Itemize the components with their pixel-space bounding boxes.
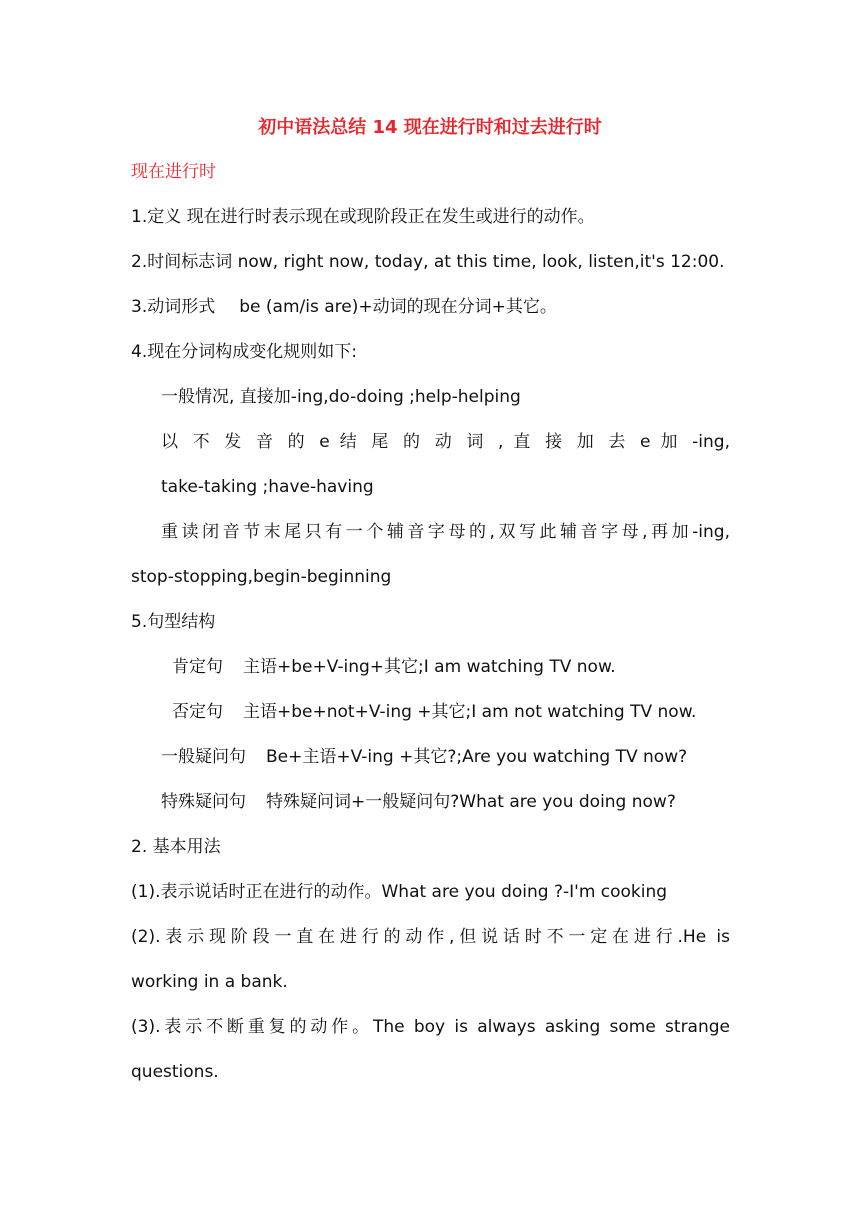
general-question-line — [161, 743, 687, 771]
rule-silent-e-line1: 以 不 发 音 的 e 结 尾 的 动 词 , 直 接 加 去 e 加 -ing, — [161, 432, 730, 452]
usage-3-line1: (3).表示不断重复的动作。The boy is always asking some strange — [131, 1017, 730, 1037]
affirmative-value: 主语+be+V-ing+其它;I am watching TV now. — [243, 657, 616, 677]
rule-silent-e-line2: take-taking ;have-having — [161, 477, 374, 497]
special-question-line — [161, 788, 676, 816]
negative-label: 否定句 — [172, 702, 223, 722]
verb-form-line — [131, 293, 557, 321]
verb-form-value: be (am/is are)+动词的现在分词+其它。 — [239, 297, 557, 317]
usage-2-line1: (2).表示现阶段一直在进行的动作,但说话时不一定在进行.He is — [131, 927, 730, 947]
affirmative-label: 肯定句 — [172, 657, 223, 677]
usage-3-line2: questions. — [131, 1062, 219, 1082]
usage-1: (1).表示说话时正在进行的动作。What are you doing ?-I'm cooking — [131, 882, 668, 902]
section-heading: 现在进行时 — [131, 162, 216, 182]
general-question-label: 一般疑问句 — [161, 747, 246, 767]
rule-double-line2: stop-stopping,begin-beginning — [131, 567, 392, 587]
sentence-structure-heading: 5.句型结构 — [131, 612, 216, 632]
participle-rules-heading: 4.现在分词构成变化规则如下: — [131, 342, 357, 362]
affirmative-line — [172, 653, 616, 681]
negative-line — [172, 698, 696, 726]
basic-usage-heading: 2. 基本用法 — [131, 837, 221, 857]
negative-value: 主语+be+not+V-ing +其它;I am not watching TV now. — [243, 702, 697, 722]
general-question-value: Be+主语+V-ing +其它?;Are you watching TV now? — [266, 747, 688, 767]
document-title: 初中语法总结 14 现在进行时和过去进行时 — [258, 117, 602, 138]
usage-2-line2: working in a bank. — [131, 972, 288, 992]
definition-line: 1.定义 现在进行时表示现在或现阶段正在发生或进行的动作。 — [131, 207, 595, 227]
special-question-value: 特殊疑问词+一般疑问句?What are you doing now? — [266, 792, 676, 812]
verb-form-label: 3.动词形式 — [131, 297, 216, 317]
time-markers-line: 2.时间标志词 now, right now, today, at this time, look, listen,it's 12:00. — [131, 252, 725, 272]
rule-double-line1: 重读闭音节末尾只有一个辅音字母的,双写此辅音字母,再加-ing, — [161, 522, 730, 542]
rule-general: 一般情况, 直接加-ing,do-doing ;help-helping — [161, 387, 521, 407]
special-question-label: 特殊疑问句 — [161, 792, 246, 812]
